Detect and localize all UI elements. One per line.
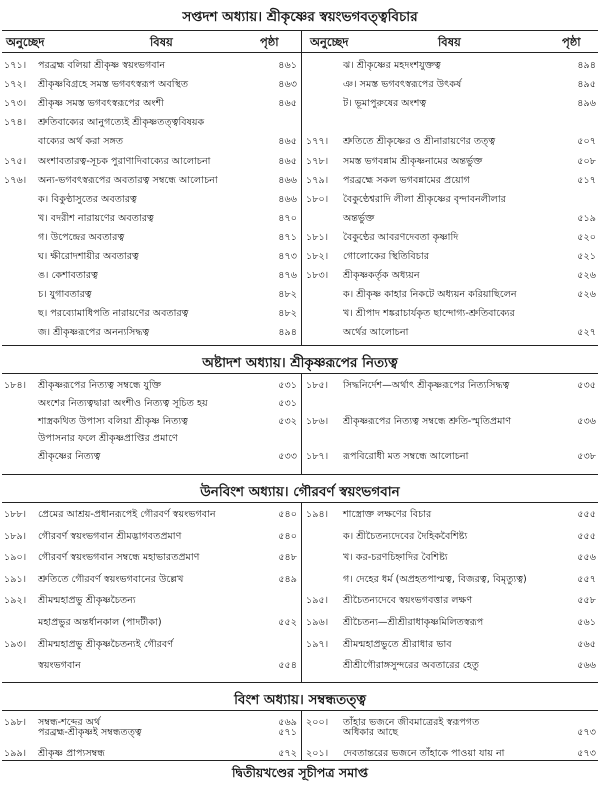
index-entry: শ্রুতিবাক্যের আনুগত্যেই শ্রীকৃষ্ণতত্ত্ববিষয়ক xyxy=(38,117,205,129)
index-entry: বৈকুণ্ঠেশ্বরাদি লীলা শ্রীকৃষ্ণের বৃন্দাবনলীলার xyxy=(343,193,506,205)
page-number: ৫২৬ xyxy=(577,289,596,301)
page-number: ৪৯৪ xyxy=(577,60,596,71)
index-entry: শ্রীমন্মহাপ্রভু শ্রীকৃষ্ণচৈতন্য xyxy=(38,595,136,607)
page-number: ৪৬১ xyxy=(278,60,297,71)
index-entry: শ্রীকৃষ্ণকর্তৃক অধ্যয়ন xyxy=(343,270,420,282)
index-entry: ঝ। শ্রীকৃষ্ণের মহদংশযুক্তত্ব xyxy=(343,60,441,71)
page-number: ৫০৭ xyxy=(577,136,596,148)
page-number: ৫৬৫ xyxy=(577,638,596,650)
divider xyxy=(2,502,598,503)
column-separator xyxy=(301,502,302,682)
header-topic-left: বিষয় xyxy=(150,35,173,49)
index-entry: শ্রীমন্মহাপ্রভু শ্রীকৃষ্ণচৈতন্যই গৌরবর্ণ xyxy=(38,638,174,650)
page-number: ৪৭০ xyxy=(278,212,297,224)
divider xyxy=(2,760,598,761)
index-entry: শ্রীকৃষ্ণরূপের নিত্যত্ব সম্বন্ধে শ্রুতি-স্মৃতিপ্রমাণ xyxy=(343,415,512,427)
page-number: ৪৬৫ xyxy=(278,155,297,167)
index-entry: পরব্রহ্ম-শ্রীকৃষ্ণই সম্বন্ধতত্ত্ব xyxy=(38,727,142,739)
page-number: ৪৭৬ xyxy=(278,270,297,282)
page-number: ৫৩৮ xyxy=(577,451,596,463)
section-number: ১৯১। xyxy=(4,573,27,585)
index-entry: দেবতান্তরের ভজনে তাঁহাকে পাওয়া যায় না xyxy=(343,747,505,759)
index-entry: প্রেমের আশ্রয়-প্রধানরূপেই গৌরবর্ণ স্বয়ংভগবান xyxy=(38,509,216,520)
page-number: ৫১৭ xyxy=(577,174,596,186)
section-number: ১৭৩। xyxy=(4,98,27,110)
page-number: ৪৬৬ xyxy=(278,193,297,205)
page-number: ৪৬৫ xyxy=(278,136,297,148)
index-entry: শ্রীকৃষ্ণের নিত্যত্ব xyxy=(38,451,101,463)
index-entry: সমস্ত ভগবন্নাম শ্রীকৃষ্ণনামের অন্তর্ভুক্ত xyxy=(343,155,483,167)
divider xyxy=(2,345,598,346)
index-entry: শ্রীকৃষ্ণরূপের নিত্যত্ব সম্বন্ধে যুক্তি xyxy=(38,380,162,391)
index-entry: ঘ। ক্ষীরোদশায়ীর অবতারত্ব xyxy=(38,251,139,262)
index-entry: শ্রীকৃষ্ণ সমস্ত ভগবৎস্বরূপের অংশী xyxy=(38,98,164,110)
index-entry: ক। শ্রীকৃষ্ণ কাহার নিকটে অধ্যয়ন করিয়াছিলেন xyxy=(343,289,517,301)
section-number: ১৯৯। xyxy=(4,747,27,759)
index-entry: অন্য-ভগবৎস্বরূপের অবতারত্ব সম্বন্ধে আলোচনা xyxy=(38,174,218,186)
page-number: ৫৩২ xyxy=(278,415,297,427)
index-entry: মহাপ্রভুর অন্তর্ধানকাল (পাদটীকা) xyxy=(38,617,162,628)
index-entry: শাস্ত্রোক্ত লক্ষণের বিচার xyxy=(343,509,432,520)
index-entry: শাস্ত্রকথিত উপাস্য বলিয়া শ্রীকৃষ্ণ নিত্যত্ব xyxy=(38,415,188,427)
page-number: ৫৫৭ xyxy=(577,573,596,585)
index-entry: জ। শ্রীকৃষ্ণরূপের অনন্যসিদ্ধত্ব xyxy=(38,327,150,339)
section-number: ১৯৫। xyxy=(306,595,329,607)
section-number: ২০১। xyxy=(306,747,329,759)
index-entry: গোলোকের স্থিতিবিচার xyxy=(343,251,430,262)
index-entry: সিদ্ধনির্দেশ—অর্থাৎ শ্রীকৃষ্ণরূপের নিত্যসিদ্ধত্ব xyxy=(343,380,510,391)
page-number: ৪৬৩ xyxy=(278,79,297,91)
section-number: ১৮১। xyxy=(306,231,329,243)
page-number: ৫২৭ xyxy=(577,327,596,339)
section-number: ১৮৮। xyxy=(4,509,27,520)
index-entry: পরব্রহ্মে সকল ভগবন্নামের প্রয়োগ xyxy=(343,174,470,186)
index-entry: গৌরবর্ণ স্বয়ংভগবান শ্রীমদ্ভাগবতপ্রমাণ xyxy=(38,530,182,542)
index-entry: ঙ। কেশাবতারত্ব xyxy=(38,270,99,282)
page-number: ৫৩১ xyxy=(278,380,297,391)
index-entry: চ। যুগাবতারত্ব xyxy=(38,289,92,301)
index-entry: ক। শ্রীচৈতন্যদেবের দৈহিকবৈশিষ্ট্য xyxy=(343,530,468,542)
divider xyxy=(2,373,598,374)
index-closing-note: দ্বিতীয়খণ্ডের সূচীপত্র সমাপ্ত xyxy=(231,765,369,780)
header-page-left: পৃষ্ঠা xyxy=(260,35,279,49)
section-number: ১৭৪। xyxy=(4,117,27,129)
section-number: ১৭৮। xyxy=(306,155,329,167)
section-number: ১৯২। xyxy=(4,595,27,607)
page-number: ৪৭১ xyxy=(278,231,297,243)
index-entry: তাঁহার ভজনে জীবমাত্রেরই স্বরূপগত xyxy=(343,717,480,728)
section-number: ১৮৭। xyxy=(306,451,329,463)
page-number: ৫২১ xyxy=(577,251,596,262)
index-entry: শ্রীচৈতন্য—শ্রীশ্রীরাধাকৃষ্ণমিলিতস্বরূপ xyxy=(343,617,484,628)
index-entry: খ। শ্রীপাদ শঙ্করাচার্যকৃত ছান্দোগ্য-শ্রুতিবাক্যের xyxy=(343,308,515,320)
section-number: ১৭১। xyxy=(4,60,27,71)
page-number: ৫৫৫ xyxy=(577,530,596,542)
index-entry: গৌরবর্ণ স্বয়ংভগবান সম্বন্ধে মহাভারতপ্রমাণ xyxy=(38,552,200,564)
page-number: ৪৯৫ xyxy=(577,79,596,91)
page-number: ৫৫২ xyxy=(278,617,297,628)
index-entry: গ। উপেন্দ্রের অবতারত্ব xyxy=(38,231,125,243)
page-number: ৫২০ xyxy=(577,231,596,243)
section-number: ১৮০। xyxy=(306,193,329,205)
index-entry: ঞ। সমস্ত ভগবৎস্বরূপের উৎকর্ষ xyxy=(343,79,462,91)
page-number: ৪৮২ xyxy=(278,289,297,301)
column-separator xyxy=(301,373,302,474)
section-number: ১৮৯। xyxy=(4,530,27,542)
page-number: ৪৯৬ xyxy=(577,98,596,110)
index-entry: সম্বন্ধ-শব্দের অর্থ xyxy=(38,717,101,728)
section-number: ১৯৮। xyxy=(4,717,27,728)
page-number: ৫৫৪ xyxy=(278,660,297,672)
header-page-right: পৃষ্ঠা xyxy=(562,35,581,49)
section-number: ১৮৪। xyxy=(4,380,27,391)
page-number: ৫৪০ xyxy=(278,509,297,520)
section-number: ১৭২। xyxy=(4,79,27,91)
divider xyxy=(2,474,598,475)
page-number: ৫১৯ xyxy=(577,212,596,224)
page-number: ৫৭৩ xyxy=(577,727,596,739)
index-entry: অংশাবতারত্ব-সূচক পুরাণাদিবাক্যের আলোচনা xyxy=(38,155,211,167)
index-entry: অর্থের আলোচনা xyxy=(343,327,409,339)
section-number: ২০০। xyxy=(306,717,329,728)
page-number: ৫৪৯ xyxy=(278,573,297,585)
index-entry: শ্রুতিতে শ্রীকৃষ্ণের ও শ্রীনারায়ণের তত্ত্ব xyxy=(343,136,496,148)
section-number: ১৭৯। xyxy=(306,174,329,186)
index-entry: উপাসনার ফলে শ্রীকৃষ্ণপ্রাপ্তির প্রমাণে xyxy=(38,433,178,445)
page-number: ৫৬৯ xyxy=(278,717,297,728)
section-number: ১৯৩। xyxy=(4,638,27,650)
page-number: ৫৭১ xyxy=(278,727,297,739)
page-number: ৫৩১ xyxy=(278,397,297,409)
page-number: ৫৬৬ xyxy=(577,660,596,672)
column-separator xyxy=(301,710,302,760)
section-number: ১৮২। xyxy=(306,251,329,262)
divider xyxy=(2,710,598,711)
index-entry: পরব্রহ্ম বলিয়া শ্রীকৃষ্ণ স্বয়ংভগবান xyxy=(38,60,166,71)
page-number: ৫৩৬ xyxy=(577,415,596,427)
page-number: ৫৬১ xyxy=(577,617,596,628)
index-entry: শ্রীকৃষ্ণবিগ্রহে সমস্ত ভগবৎস্বরূপ অবস্থিত xyxy=(38,79,189,91)
header-topic-right: বিষয় xyxy=(438,35,461,49)
chapter-title: অষ্টাদশ অধ্যায়। শ্রীকৃষ্ণরূপের নিত্যত্ব xyxy=(202,355,398,371)
page-number: ৪৬৫ xyxy=(278,98,297,110)
chapter-title: উনবিংশ অধ্যায়। গৌরবর্ণ স্বয়ংভগবান xyxy=(200,484,400,500)
section-number: ১৮৫। xyxy=(306,380,329,391)
index-entry: ক। বিকুণ্ঠাসুতের অবতারত্ব xyxy=(38,193,137,205)
section-number: ১৭৭। xyxy=(306,136,329,148)
index-entry: অংশের নিত্যত্বদ্বারা অংশীও নিত্যত্ব সূচিত হয় xyxy=(38,397,208,409)
page-number: ৫৩৫ xyxy=(577,380,596,391)
page-number: ৪৬৬ xyxy=(278,174,297,186)
section-number: ১৯০। xyxy=(4,552,27,564)
page-number: ৪৭৩ xyxy=(278,251,297,262)
page-number: ৫২৬ xyxy=(577,270,596,282)
index-entry: শ্রীকৃষ্ণ প্রাপ্যসম্বন্ধ xyxy=(38,747,105,759)
index-entry: স্বয়ংভগবান xyxy=(38,660,81,672)
index-entry: খ। বদরীশ নারায়ণের অবতারত্ব xyxy=(38,212,154,224)
page-number: ৫০৮ xyxy=(577,155,596,167)
index-entry: ছ। পরব্যোমাধিপতি নারায়ণের অবতারত্ব xyxy=(38,308,189,320)
index-entry: শ্রীশ্রীগৌরাঙ্গসুন্দরের অবতারের হেতু xyxy=(343,660,479,672)
section-number: ১৮৬। xyxy=(306,415,329,427)
index-entry: খ। কর-চরণচিহ্নাদির বৈশিষ্ট্য xyxy=(343,552,448,564)
index-entry: অন্তর্ভুক্ত xyxy=(343,212,375,224)
divider xyxy=(2,682,598,683)
page-number: ৫৭৩ xyxy=(577,747,596,759)
divider xyxy=(2,52,598,53)
page-number: ৫৫৮ xyxy=(577,595,596,607)
page-number: ৫৪০ xyxy=(278,530,297,542)
index-entry: গ। দেহের ধর্ম (অপ্রহতপাপ্মত্ব, বিজরত্ব, বিমৃত্যুত্ব) xyxy=(343,573,527,585)
page-number: ৫৭২ xyxy=(278,747,297,759)
index-entry: শ্রীমন্মহাপ্রভুতে শ্রীরাধার ভাব xyxy=(343,638,452,650)
divider xyxy=(2,30,598,31)
header-section-right: অনুচ্ছেদ xyxy=(310,35,349,49)
header-section-left: অনুচ্ছেদ xyxy=(6,35,45,49)
page-number: ৪৮২ xyxy=(278,308,297,320)
page-number: ৪৯৪ xyxy=(278,327,297,339)
section-number: ১৮৩। xyxy=(306,270,329,282)
index-entry: বৈকুণ্ঠের আবরণদেবতা কৃষ্ণাদি xyxy=(343,231,459,243)
page-number: ৫৩৩ xyxy=(278,451,297,463)
chapter-title: বিংশ অধ্যায়। সম্বন্ধতত্ত্ব xyxy=(234,692,366,708)
column-separator xyxy=(301,30,302,345)
index-entry: ট। ভূমাপুরুষের অংশত্ব xyxy=(343,98,427,110)
section-number: ১৭৫। xyxy=(4,155,27,167)
section-number: ১৯৬। xyxy=(306,617,329,628)
chapter-title: সপ্তদশ অধ্যায়। শ্রীকৃষ্ণের স্বয়ংভগবত্ত্ববিচার xyxy=(182,9,418,25)
index-entry: রূপবিরোধী মত সম্বন্ধে আলোচনা xyxy=(343,451,469,463)
index-entry: বাক্যের অর্থ করা সঙ্গত xyxy=(38,136,124,148)
page-number: ৫৪৮ xyxy=(278,552,297,564)
index-entry: অধিকার আছে xyxy=(343,727,399,739)
index-entry: শ্রুতিতে গৌরবর্ণ স্বয়ংভগবানের উল্লেখ xyxy=(38,573,184,585)
section-number: ১৯৪। xyxy=(306,509,329,520)
section-number: ১৯৭। xyxy=(306,638,329,650)
page-number: ৫৫৫ xyxy=(577,509,596,520)
page-number: ৫৫৬ xyxy=(577,552,596,564)
index-entry: শ্রীচৈতন্যদেবে স্বয়ংভগবত্তার লক্ষণ xyxy=(343,595,473,607)
section-number: ১৭৬। xyxy=(4,174,27,186)
